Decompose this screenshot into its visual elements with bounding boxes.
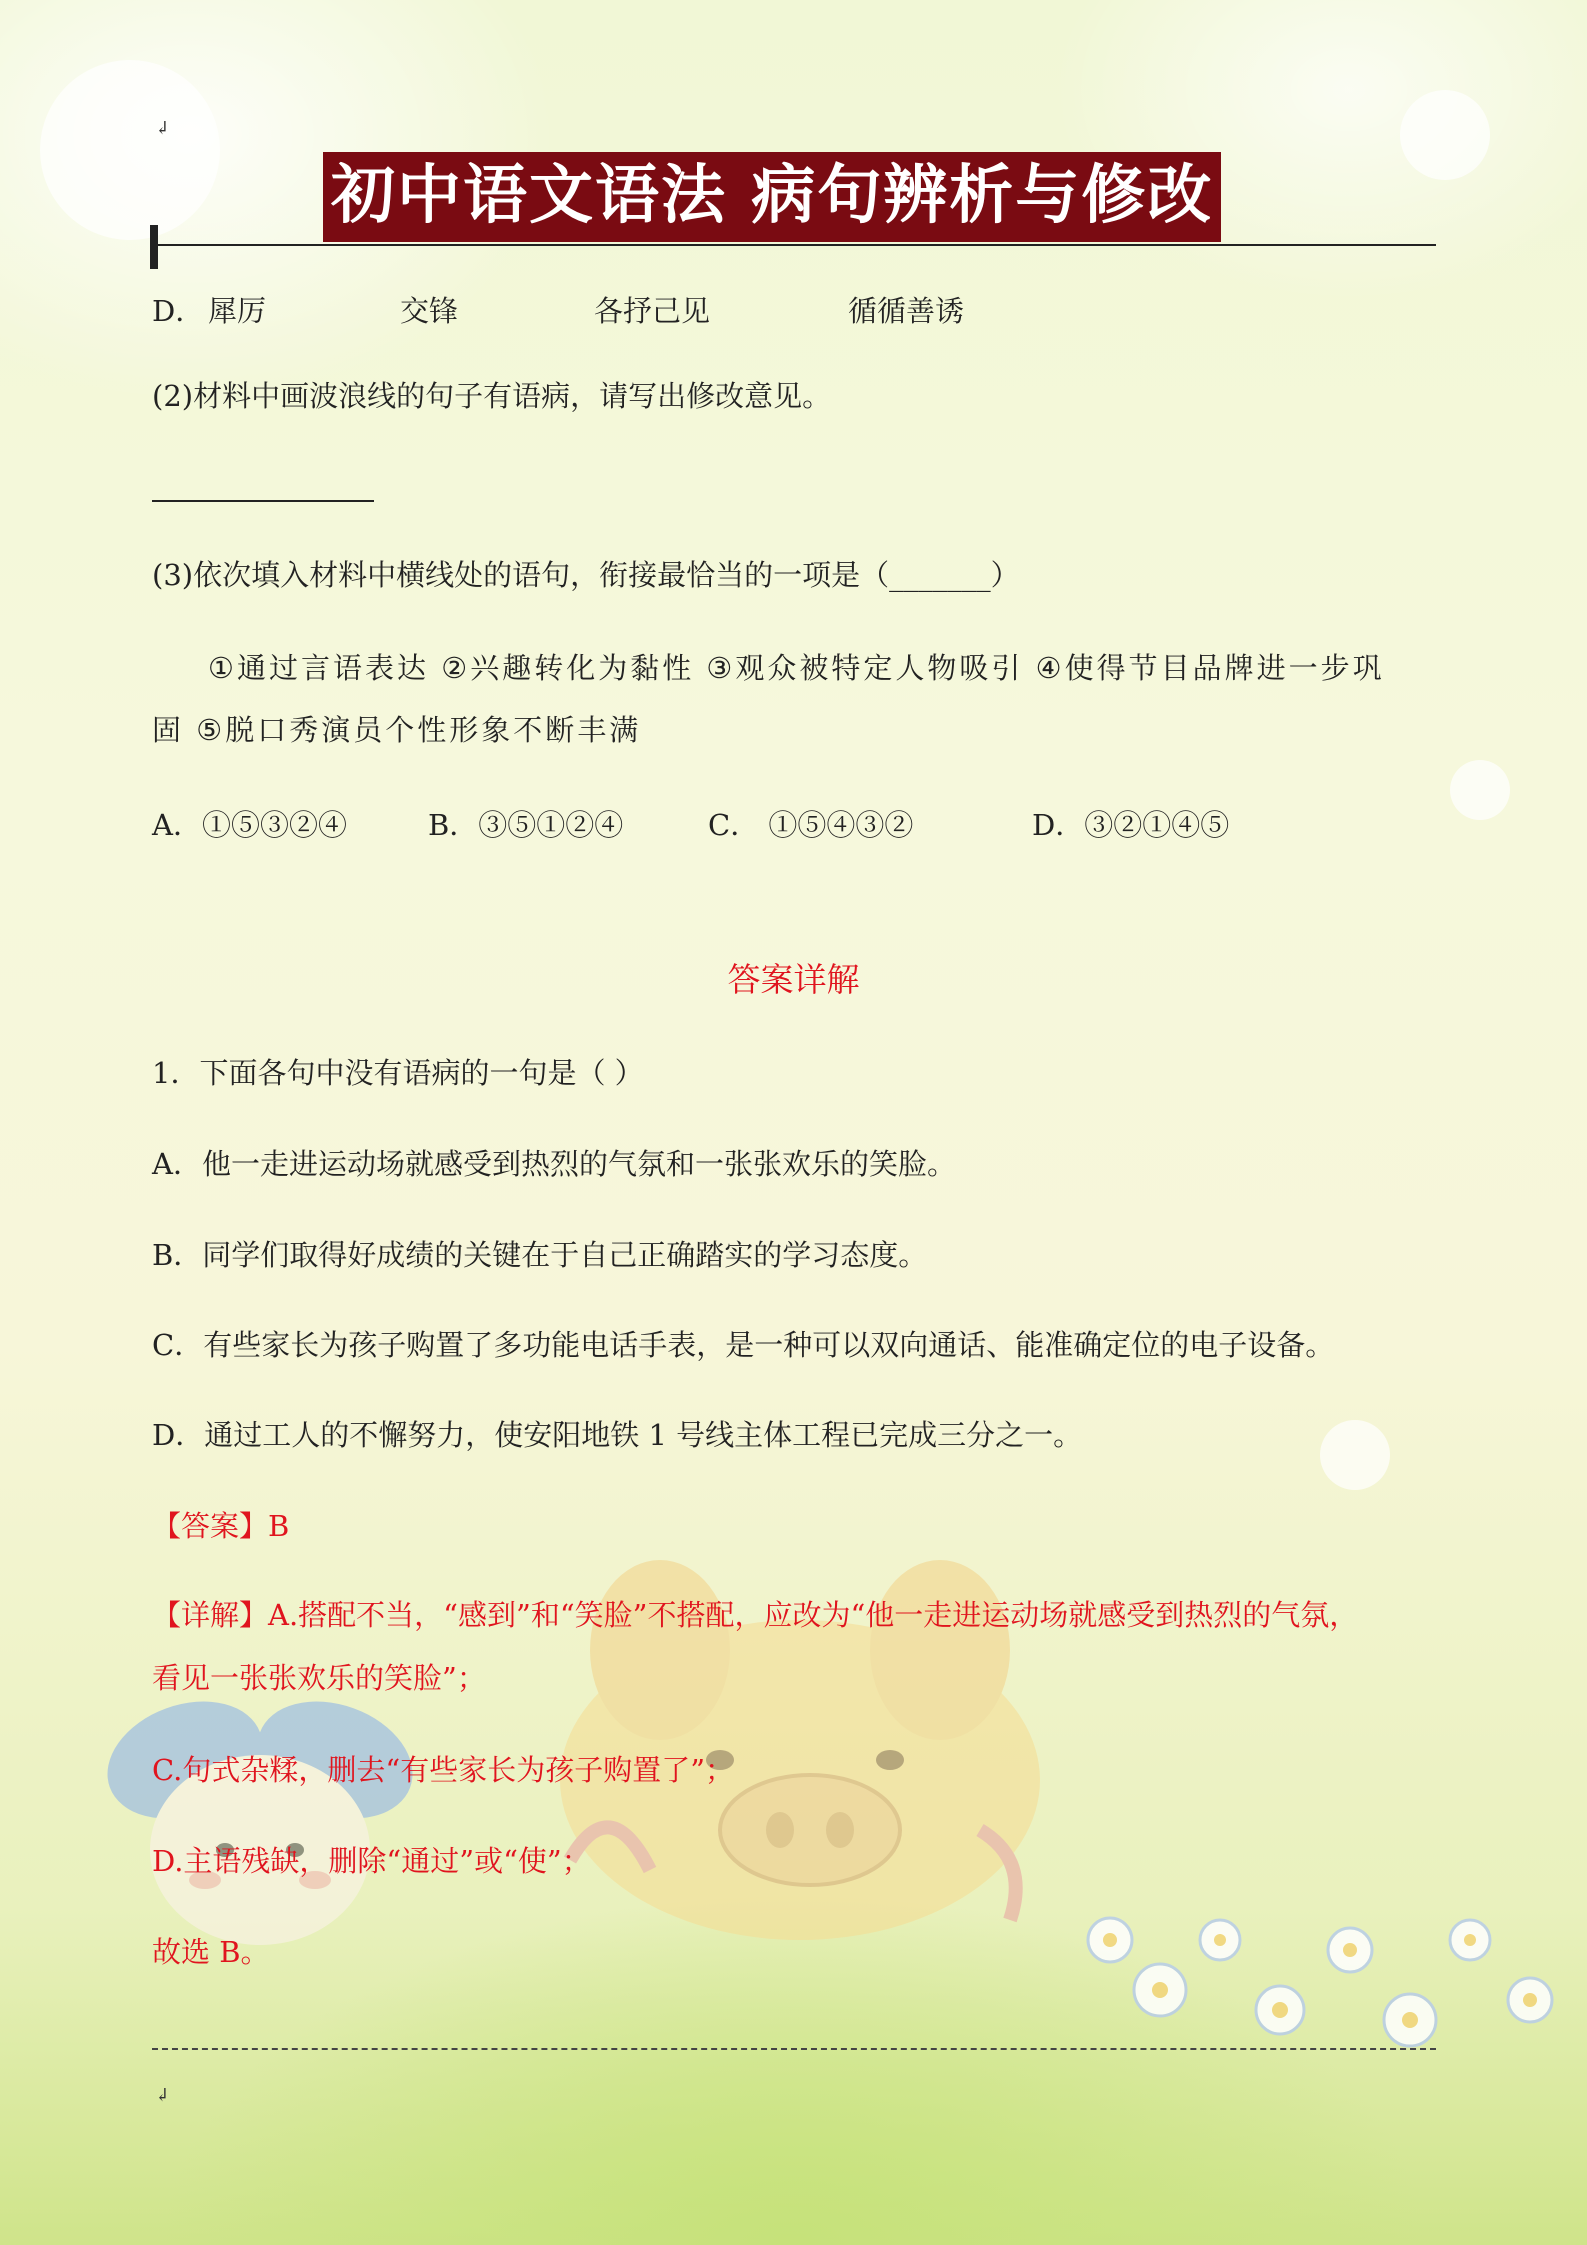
answer-heading: 答案详解 [727,960,860,999]
answer-line [152,1508,289,1544]
flower-decoration [1050,1880,1570,2140]
detail-c: C.句式杂糅，删去“有些家长为孩子购置了”； [152,1753,735,1787]
option-letter: D． [152,294,205,328]
sparkle-decoration [40,60,220,240]
page-title: 初中语文语法 病句辨析与修改 [323,152,1221,242]
question-3: (3)依次填入材料中横线处的语句，衔接最恰当的一项是（_______） [152,558,1020,592]
sparkle-decoration [1450,760,1510,820]
detail-label: 【详解】 [152,1598,269,1632]
sparkle-decoration [1320,1420,1390,1490]
pig-illustration [510,1530,1070,1950]
bunny-illustration [95,1680,425,1970]
option-word: 循循善诱 [848,294,965,328]
option-word: 各抒己见 [594,294,711,328]
option-word: 犀厉 [208,294,267,328]
option-b: B．③⑤①②④ [428,808,624,842]
conclusion: 故选 B。 [152,1935,270,1969]
question-3-items: ①通过言语表达 ②兴趣转化为黏性 ③观众被特定人物吸引 ④使得节目品牌进一步巩 [208,651,1385,685]
title-banner [323,152,1221,242]
question-1-option-d: D．通过工人的不懈努力，使安阳地铁 1 号线主体工程已完成三分之一。 [152,1418,1083,1452]
option-a: A．①⑤③②④ [152,808,347,842]
question-3-items: 固 ⑤脱口秀演员个性形象不断丰满 [152,713,642,747]
option-d: D．③②①④⑤ [1032,808,1230,842]
paragraph-mark: ↲ [155,118,171,139]
paragraph-mark: ↲ [155,2085,171,2106]
sparkle-decoration [1400,90,1490,180]
question-1-stem: 1．下面各句中没有语病的一句是（ ） [152,1056,644,1090]
answer-label: 【答案】 [152,1509,269,1543]
question-2: (2)材料中画波浪线的句子有语病，请写出修改意见。 [152,379,832,413]
question-1-option-a: A．他一走进运动场就感受到热烈的气氛和一张张欢乐的笑脸。 [152,1147,956,1181]
detail-d: D.主语残缺，删除“通过”或“使”； [152,1844,591,1878]
detail-text: A.搭配不当，“感到”和“笑脸”不搭配，应改为“他一走进运动场就感受到热烈的气氛， [268,1598,1359,1632]
option-c: C． ①⑤④③② [708,808,914,842]
detail-line [152,1597,1358,1633]
question-1-option-b: B．同学们取得好成绩的关键在于自己正确踏实的学习态度。 [152,1238,928,1272]
text-cursor [150,225,158,269]
bottom-dashed-rule [152,2048,1436,2050]
header-rule [152,244,1436,246]
answer-value: B [268,1509,290,1543]
option-word: 交锋 [400,294,459,328]
question-1-option-c: C．有些家长为孩子购置了多功能电话手表，是一种可以双向通话、能准确定位的电子设备。 [152,1328,1335,1362]
answer-blank-line [152,500,374,502]
detail-text: 看见一张张欢乐的笑脸”； [152,1661,486,1695]
